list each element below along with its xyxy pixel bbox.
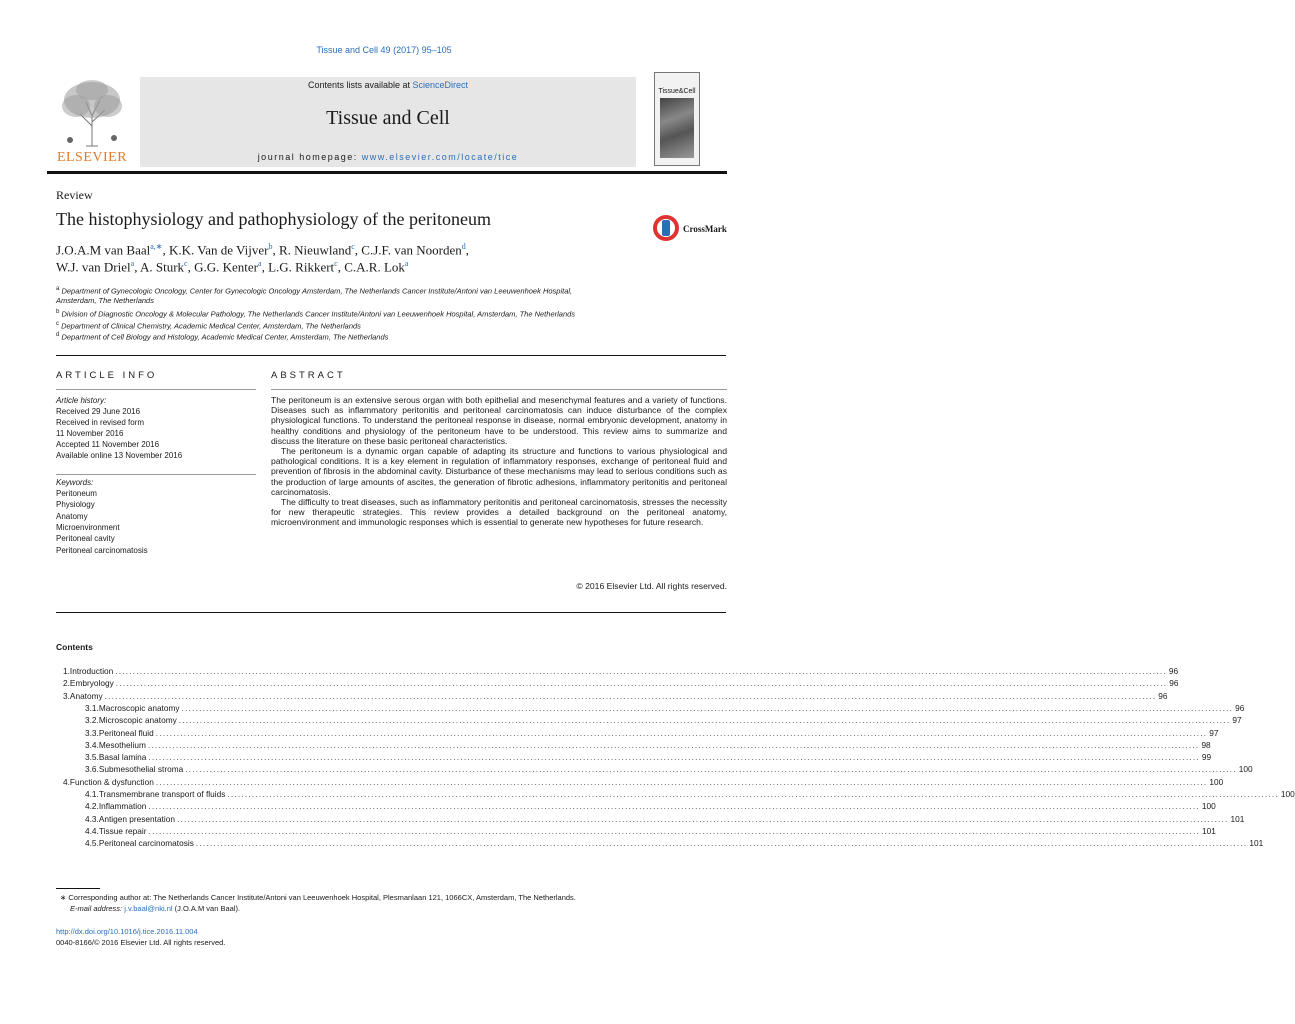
toc-title[interactable]: Microscopic anatomy xyxy=(98,715,177,726)
toc-number: 3.4. xyxy=(85,739,99,750)
copyright: © 2016 Elsevier Ltd. All rights reserved. xyxy=(576,581,727,591)
toc-entry[interactable] xyxy=(63,801,1216,813)
toc-entry[interactable] xyxy=(63,739,1211,752)
cover-image xyxy=(660,98,694,158)
author-separator: , xyxy=(162,242,170,258)
article-info-heading: ARTICLE INFO xyxy=(56,370,158,381)
author-name: L.G. Rikkert xyxy=(268,259,335,275)
history-item: Received in revised form xyxy=(56,418,145,427)
toc-title[interactable]: Embryology xyxy=(69,678,114,689)
author-separator: , xyxy=(187,259,195,275)
toc-entry[interactable] xyxy=(63,727,1219,740)
toc-number: 4.5. xyxy=(85,838,99,849)
author-name: W.J. van Driel xyxy=(56,259,131,275)
toc-number: 4.3. xyxy=(85,813,99,824)
toc-page-number: 101 xyxy=(1249,838,1264,849)
homepage-prefix: journal homepage: xyxy=(257,152,362,162)
toc-leader-dots: ............................................................................................................................................................................................................................................................................................................ xyxy=(148,825,1201,836)
toc-entry[interactable] xyxy=(63,678,1179,690)
author-name: K.K. Van de Vijver xyxy=(169,242,269,258)
toc-title[interactable]: Transmembrane transport of fluids xyxy=(98,789,226,799)
abstract-paragraph: The peritoneum is a dynamic organ capable of adapting its structure and functions to various physiological and pathological conditions. It is a key element in regulation of inflammatory responses, exchange of peritoneal fluid and prevention of fibrosis in the abdominal cavity. Disturbance of these mechanisms may lead to serious conditions such as the production of large amounts of ascites, the generation of fibrotic adhesions, inflammatory peritonitis and peritoneal carcinomatosis. xyxy=(271,446,727,497)
toc-entry[interactable] xyxy=(63,715,1242,727)
author-name: A. Sturk xyxy=(139,259,185,275)
email-note xyxy=(70,904,240,913)
article-info-rule xyxy=(56,389,256,390)
author-affiliation-marker[interactable]: a xyxy=(130,259,135,268)
keywords-rule xyxy=(56,474,256,475)
toc-number: 3. xyxy=(63,690,70,701)
crossmark-label[interactable]: CrossMark xyxy=(683,224,727,234)
toc-entry[interactable] xyxy=(63,813,1245,826)
toc-title[interactable]: Basal lamina xyxy=(98,752,147,763)
affiliation-line xyxy=(56,295,154,306)
affiliation-text: Department of Gynecologic Oncology, Center for Gynecologic Oncology Amsterdam, The Netherlands Cancer Institute/Antoni van Leeuwenhoek Hospital, xyxy=(61,286,573,296)
journal-reference[interactable]: Tissue and Cell 49 (2017) 95–105 xyxy=(316,45,452,55)
header-rule xyxy=(47,171,727,174)
keyword-item: Microenvironment xyxy=(56,522,120,532)
keyword-item: Anatomy xyxy=(56,511,88,521)
toc-entry[interactable] xyxy=(63,702,1245,715)
toc-title[interactable]: Tissue repair xyxy=(98,825,147,836)
abstract-rule xyxy=(271,389,727,390)
keyword-item: Peritoneal cavity xyxy=(56,534,115,544)
email-suffix: (J.O.A.M van Baal). xyxy=(172,904,241,913)
contents-prefix: Contents lists available at xyxy=(307,80,413,90)
author-separator: , xyxy=(354,242,362,258)
toc-title[interactable]: Peritoneal carcinomatosis xyxy=(98,838,194,849)
toc-entry[interactable] xyxy=(63,825,1216,838)
toc-number: 4.4. xyxy=(85,825,99,836)
toc-leader-dots: ............................................................................................................................................................................................................................................................................................................ xyxy=(178,715,1231,726)
abstract-paragraph: The difficulty to treat diseases, such as inflammatory peritonitis and peritoneal carcinomatosis, stresses the necessity for new therapeutic strategies. This review provides a detailed background on the peritoneal anatomy, microenvironment and immunologic responses which is essential to generate new hypotheses for future research. xyxy=(271,497,727,528)
toc-page-number: 100 xyxy=(1209,776,1224,787)
history-item: Accepted 11 November 2016 xyxy=(56,440,160,449)
author-separator: , xyxy=(465,242,469,258)
toc-number: 4.1. xyxy=(85,789,99,799)
doi-link[interactable]: http://dx.doi.org/10.1016/j.tice.2016.11.004 xyxy=(56,927,198,936)
history-label: Article history: xyxy=(56,396,107,405)
author-affiliation-marker[interactable]: c xyxy=(351,242,355,251)
toc-entry[interactable] xyxy=(63,789,1295,801)
keyword-item: Peritoneal carcinomatosis xyxy=(56,545,148,555)
author-affiliation-marker[interactable]: a xyxy=(404,259,409,268)
toc-page-number: 96 xyxy=(1168,666,1179,676)
article-type: Review xyxy=(56,188,93,202)
affiliation-text: Amsterdam, The Netherlands xyxy=(56,296,154,305)
author-name: J.O.A.M van Baal xyxy=(56,242,151,258)
author-separator: , xyxy=(261,259,269,275)
toc-entry[interactable] xyxy=(63,764,1253,776)
toc-page-number: 96 xyxy=(1158,690,1168,701)
journal-homepage xyxy=(140,152,636,162)
toc-title[interactable]: Antigen presentation xyxy=(98,813,175,824)
toc-leader-dots: ............................................................................................................................................................................................................................................................................................................ xyxy=(155,776,1208,787)
toc-title[interactable]: Anatomy xyxy=(69,690,103,701)
toc-number: 3.1. xyxy=(85,702,99,713)
journal-title: Tissue and Cell xyxy=(326,107,450,129)
toc-leader-dots: ............................................................................................................................................................................................................................................................................................................ xyxy=(148,801,1200,812)
history-item: Received 29 June 2016 xyxy=(56,407,141,416)
toc-page-number: 96 xyxy=(1235,702,1245,713)
affiliation-key: c xyxy=(56,321,59,327)
toc-title[interactable]: Inflammation xyxy=(98,801,147,812)
author-separator: , xyxy=(272,242,279,258)
toc-entry[interactable] xyxy=(63,690,1168,703)
toc-entry[interactable] xyxy=(63,776,1224,789)
issn-line: 0040-8166/© 2016 Elsevier Ltd. All rights reserved. xyxy=(56,938,226,947)
toc-entry[interactable] xyxy=(63,752,1212,764)
author-name: R. Nieuwland xyxy=(279,242,352,258)
homepage-link[interactable]: www.elsevier.com/locate/tice xyxy=(361,152,519,162)
abstract-paragraph: The peritoneum is an extensive serous organ with both epithelial and mesenchymal features and a variety of functions. Diseases such as inflammatory peritonitis and peritoneal carcinomatosis can induce disturbance of the complex physiological functions. To understand the peritoneal response in disease, normal embryonic development, anatomy in healthy conditions and physiology of the peritoneum have to be understood. This review aims to summarize and discuss the literature on these basic peritoneal characteristics. xyxy=(271,395,727,446)
toc-page-number: 97 xyxy=(1209,727,1219,738)
toc-page-number: 100 xyxy=(1238,764,1253,775)
corresponding-author-note: ∗ Corresponding author at: The Netherlands Cancer Institute/Antoni van Leeuwenhoek Hospital, Plesmanlaan 121, 1066CX, Amsterdam, The Netherlands. xyxy=(60,893,576,902)
toc-number: 4. xyxy=(63,776,70,787)
affiliation-text: Department of Cell Biology and Histology, Academic Medical Center, Amsterdam, The Netherlands xyxy=(61,332,389,342)
crossmark-icon[interactable] xyxy=(652,214,680,242)
cover-title: Tissue&Cell xyxy=(658,88,696,95)
author-separator: , xyxy=(134,259,140,275)
publisher-name: ELSEVIER xyxy=(56,150,128,165)
toc-leader-dots: ............................................................................................................................................................................................................................................................................................................ xyxy=(147,739,1200,750)
author-name: C.A.R. Lok xyxy=(344,259,405,275)
toc-title[interactable]: Submesothelial stroma xyxy=(98,764,184,775)
toc-page-number: 99 xyxy=(1201,752,1212,763)
section-rule xyxy=(56,612,726,613)
authors-line-2 xyxy=(56,259,408,275)
email-link[interactable]: j.v.baal@nki.nl xyxy=(124,904,173,913)
toc-title[interactable]: Introduction xyxy=(69,666,114,676)
author-affiliation-marker[interactable]: c xyxy=(334,259,338,268)
footnote-rule xyxy=(56,888,100,889)
affiliation-line xyxy=(56,307,575,320)
toc-title[interactable]: Mesothelium xyxy=(98,739,146,750)
toc-number: 3.2. xyxy=(85,715,99,726)
toc-page-number: 100 xyxy=(1280,789,1295,799)
article-title: The histophysiology and pathophysiology of the peritoneum xyxy=(56,209,491,229)
toc-leader-dots: ............................................................................................................................................................................................................................................................................................................ xyxy=(227,789,1279,799)
author-separator: , xyxy=(337,259,345,275)
keywords-label: Keywords: xyxy=(56,478,94,487)
history-item: Available online 13 November 2016 xyxy=(56,451,183,460)
affiliation-text: Department of Clinical Chemistry, Academic Medical Center, Amsterdam, The Netherlands xyxy=(61,321,361,331)
author-affiliation-marker[interactable]: a,∗ xyxy=(150,242,163,251)
affiliation-text: Division of Diagnostic Oncology & Molecular Pathology, The Netherlands Cancer Institute/Antoni van Leeuwenhoek Hospital, Amsterdam, The Netherlands xyxy=(61,309,576,319)
toc-leader-dots: ............................................................................................................................................................................................................................................................................................................ xyxy=(115,678,1168,689)
toc-leader-dots: ............................................................................................................................................................................................................................................................................................................ xyxy=(195,838,1248,849)
toc-number: 3.5. xyxy=(85,752,99,763)
affiliation-line xyxy=(56,330,388,343)
keyword-item: Physiology xyxy=(56,500,95,510)
toc-page-number: 101 xyxy=(1230,813,1245,824)
toc-title[interactable]: Macroscopic anatomy xyxy=(98,702,180,713)
author-name: C.J.F. van Noorden xyxy=(361,242,462,258)
toc-number: 2. xyxy=(63,678,70,689)
toc-leader-dots: ............................................................................................................................................................................................................................................................................................................ xyxy=(148,752,1200,763)
keyword-item: Peritoneum xyxy=(56,489,97,498)
toc-leader-dots: ............................................................................................................................................................................................................................................................................................................ xyxy=(176,813,1229,824)
author-affiliation-marker[interactable]: d xyxy=(461,242,466,251)
toc-page-number: 101 xyxy=(1202,825,1216,836)
affiliation-key: b xyxy=(56,309,60,315)
toc-number: 3.3. xyxy=(85,727,99,738)
affiliation-key: a xyxy=(56,286,60,292)
toc-leader-dots: ............................................................................................................................................................................................................................................................................................................ xyxy=(185,764,1237,775)
toc-entry[interactable] xyxy=(63,838,1264,850)
section-rule xyxy=(56,355,726,356)
toc-page-number: 100 xyxy=(1201,801,1216,812)
toc-number: 1. xyxy=(63,666,70,676)
toc-leader-dots: ............................................................................................................................................................................................................................................................................................................ xyxy=(104,690,1157,701)
author-affiliation-marker[interactable]: c xyxy=(184,259,188,268)
contents-availability xyxy=(140,80,636,90)
toc-page-number: 98 xyxy=(1201,739,1211,750)
toc-leader-dots: ............................................................................................................................................................................................................................................................................................................ xyxy=(181,702,1234,713)
email-label: E-mail address: xyxy=(70,904,123,913)
abstract-heading: ABSTRACT xyxy=(271,370,346,381)
contents-heading: Contents xyxy=(56,642,93,652)
toc-leader-dots: ............................................................................................................................................................................................................................................................................................................ xyxy=(115,666,1167,676)
history-item: 11 November 2016 xyxy=(56,429,124,438)
sciencedirect-link[interactable]: ScienceDirect xyxy=(412,80,469,90)
toc-page-number: 96 xyxy=(1169,678,1179,689)
toc-title[interactable]: Peritoneal fluid xyxy=(98,727,154,738)
toc-leader-dots: ............................................................................................................................................................................................................................................................................................................ xyxy=(155,727,1208,738)
toc-entry[interactable] xyxy=(63,666,1179,678)
toc-page-number: 97 xyxy=(1232,715,1242,726)
toc-title[interactable]: Function & dysfunction xyxy=(69,776,154,787)
affiliation-key: d xyxy=(56,332,60,338)
author-name: G.G. Kenter xyxy=(194,259,259,275)
toc-number: 3.6. xyxy=(85,764,99,775)
author-affiliation-marker[interactable]: a xyxy=(258,259,262,268)
abstract-body xyxy=(271,395,727,528)
author-affiliation-marker[interactable]: b xyxy=(268,242,273,251)
authors-line-1 xyxy=(56,242,469,258)
toc-number: 4.2. xyxy=(85,801,99,812)
